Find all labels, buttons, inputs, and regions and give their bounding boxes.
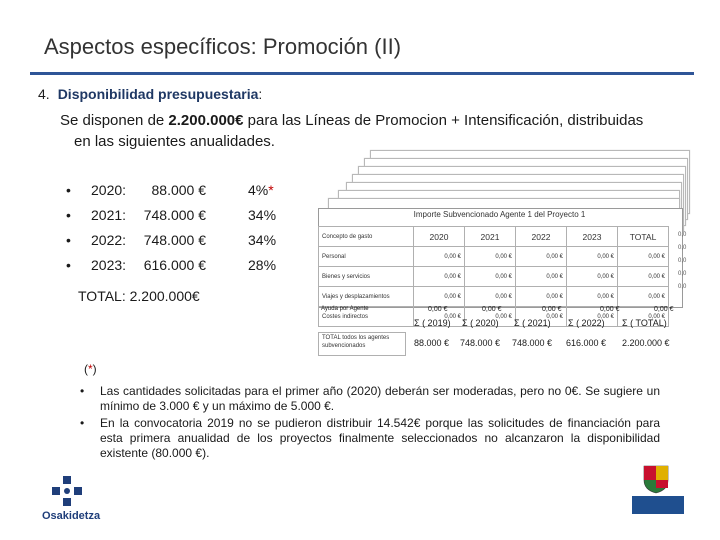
sum-label: Σ ( 2019) [414, 318, 451, 328]
coat-of-arms-icon [642, 464, 670, 494]
table-cell: 0,00 € [618, 287, 669, 307]
osakidetza-mark-icon [52, 476, 82, 506]
sum-label: Σ ( 2020) [462, 318, 499, 328]
table-cell[interactable]: 0,00 € [567, 307, 618, 327]
annuity-percent: 4%* [248, 182, 274, 198]
table-header-row [319, 227, 669, 247]
table-row [319, 267, 669, 287]
section-heading [38, 86, 262, 102]
stacked-sheet-edge-cells: 0,0 0,0 0,0 0,0 0,0 [678, 232, 687, 290]
annuity-item [66, 232, 306, 257]
row-label: Viajes y desplazamientos [319, 287, 414, 307]
annuities-list [66, 182, 306, 282]
row-label: Personal [319, 247, 414, 267]
note-item [80, 416, 660, 461]
slide-title: Aspectos específicos: Promoción (II) [44, 34, 402, 59]
bullet-icon: • [80, 384, 85, 398]
total-budget: TOTAL: 2.200.000€ [78, 288, 200, 304]
notes-list [80, 384, 660, 463]
total-agents-value: 2.200.000 € [622, 338, 670, 348]
intro-line2: en las siguientes anualidades. [74, 133, 275, 150]
ayuda-row [318, 306, 682, 318]
total-agents-value: 748.000 € [512, 338, 553, 348]
section-suffix: : [258, 86, 263, 102]
table-cell[interactable]: 0,00 € [465, 267, 516, 287]
annuity-amount: 616.000 € [143, 257, 206, 273]
table-cell[interactable]: 0,00 € [414, 247, 465, 267]
ayuda-value: 0,00 € [482, 306, 502, 313]
column-header: 2020 [414, 227, 465, 247]
table-cell[interactable]: 0,00 € [465, 287, 516, 307]
intro-suffix: para las Líneas de Promocion + Intensificación, distribuidas [243, 112, 644, 129]
ayuda-value: 0,00 € [428, 306, 448, 313]
table-row [319, 247, 669, 267]
bullet-icon: • [66, 257, 71, 273]
bullet-icon: • [66, 232, 71, 248]
table-cell[interactable]: 0,00 € [465, 247, 516, 267]
table-cell[interactable]: 0,00 € [414, 307, 465, 327]
intro-prefix: Se disponen de [60, 112, 169, 129]
note-item [80, 384, 660, 414]
column-header: 2023 [567, 227, 618, 247]
intro-amount: 2.200.000€ [168, 112, 244, 129]
column-header: 2022 [516, 227, 567, 247]
annuity-item [66, 207, 306, 232]
ayuda-value: 0,00 € [600, 306, 620, 313]
intro-paragraph [60, 110, 700, 152]
ayuda-value: 0,00 € [654, 306, 674, 313]
total-agents-value: 616.000 € [566, 338, 607, 348]
annuity-year: 2023: [91, 257, 127, 273]
column-header: 2021 [465, 227, 516, 247]
sum-label: Σ ( TOTAL) [622, 318, 667, 328]
table-cell[interactable]: 0,00 € [465, 307, 516, 327]
table-cell[interactable]: 0,00 € [414, 267, 465, 287]
gobierno-vasco-logo [630, 462, 686, 530]
row-label: Bienes y servicios [319, 267, 414, 287]
annuity-percent: 28% [248, 257, 277, 273]
total-agents-value: 748.000 € [460, 338, 501, 348]
annuity-year: 2021: [91, 207, 127, 223]
ayuda-label: Ayuda por Agente [321, 306, 369, 312]
annuity-amount: 748.000 € [143, 207, 206, 223]
table-cell[interactable]: 0,00 € [516, 307, 567, 327]
table-cell[interactable]: 0,00 € [567, 287, 618, 307]
annuity-year: 2020: [91, 182, 127, 198]
table-cell[interactable]: 0,00 € [414, 287, 465, 307]
sum-label: Σ ( 2021) [514, 318, 551, 328]
sum-label: Σ ( 2022) [568, 318, 605, 328]
bullet-icon: • [66, 207, 71, 223]
sum-labels-row [412, 318, 674, 330]
table-cell[interactable]: 0,00 € [567, 267, 618, 287]
annuity-year: 2022: [91, 232, 127, 248]
table-cell[interactable]: 0,00 € [516, 267, 567, 287]
section-title: Disponibilidad presupuestaria [57, 86, 259, 102]
note-text: En la convocatoria 2019 no se pudieron distribuir 14.542€ porque las solicitudes de financiación para esta primera anualidad de los proyectos finalmente seleccionados no alcanzaron la disponibilidad existente (80.000 €). [100, 416, 660, 460]
annuity-percent: 34% [248, 207, 277, 223]
header-label: Concepto de gasto [319, 227, 414, 247]
table-cell[interactable]: 0,00 € [516, 287, 567, 307]
gobierno-vasco-band [632, 496, 684, 514]
table-cell: 0,00 € [618, 267, 669, 287]
table-cell: 0,00 € [618, 307, 669, 327]
annuity-amount: 88.000 € [151, 182, 206, 198]
table-cell: 0,00 € [618, 247, 669, 267]
table-cell[interactable]: 0,00 € [516, 247, 567, 267]
table-cell[interactable]: 0,00 € [567, 247, 618, 267]
note-text: Las cantidades solicitadas para el primer año (2020) deberán ser moderadas, pero no 0€. Se sugiere un mínimo de 3.000 € y un máximo de 5.000 €. [100, 384, 660, 413]
title-underline [30, 72, 694, 75]
ayuda-value: 0,00 € [542, 306, 562, 313]
total-agents-value: 88.000 € [414, 338, 450, 348]
annuity-item [66, 182, 306, 207]
row-label: Costes indirectos [319, 307, 414, 327]
annuity-amount: 748.000 € [143, 232, 206, 248]
annuity-percent: 34% [248, 232, 277, 248]
column-header: TOTAL [618, 227, 669, 247]
budget-table-caption: Importe Subvencionado Agente 1 del Proyecto 1 [413, 210, 586, 219]
bullet-icon: • [66, 182, 71, 198]
section-number: 4. [38, 86, 50, 102]
table-row [319, 287, 669, 307]
annuity-item [66, 257, 306, 282]
notes-marker: (*) [84, 362, 97, 376]
bullet-icon: • [80, 416, 85, 430]
total-agents-label: TOTAL todos los agentes subvencionados [318, 332, 406, 356]
osakidetza-name: Osakidetza [42, 510, 101, 522]
osakidetza-logo [42, 476, 112, 532]
